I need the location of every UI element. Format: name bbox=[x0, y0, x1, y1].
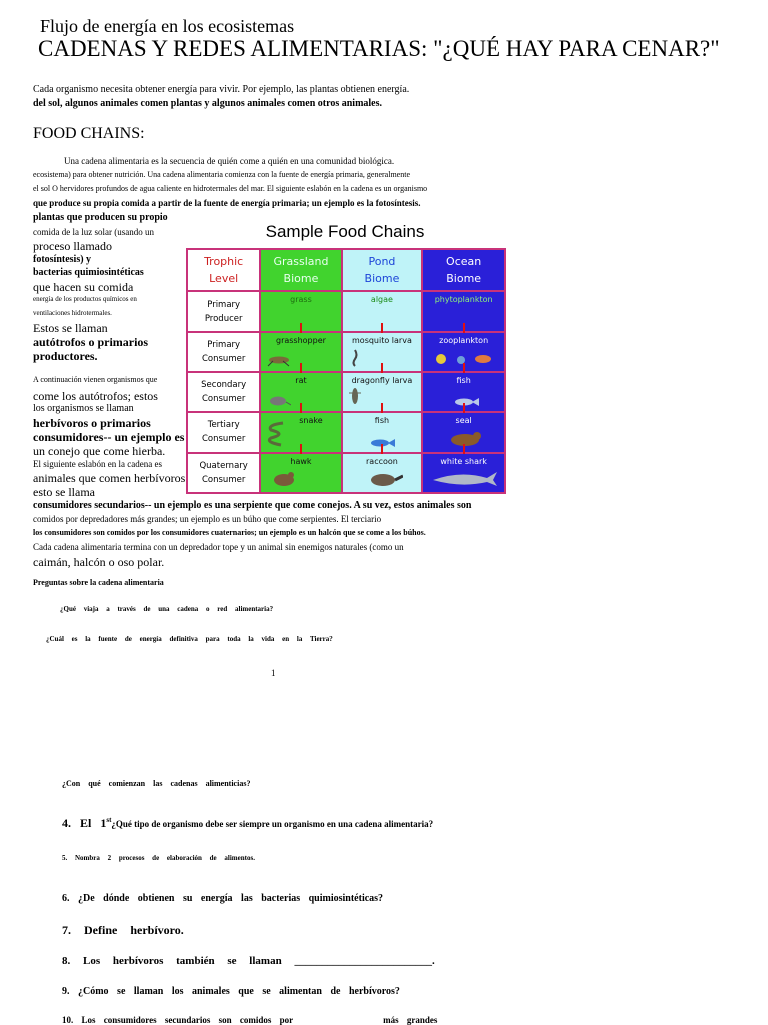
pond-cell: raccoon bbox=[342, 453, 423, 493]
table-row bbox=[187, 453, 505, 493]
paragraph-line: ventilaciones hidrotermales. bbox=[33, 309, 112, 317]
mosquito-larva-icon bbox=[349, 349, 361, 367]
paragraph-line: el sol O hervidores profundos de agua caliente en hidrotermales del mar. El siguiente eslabón en la cadena es un organismo bbox=[33, 184, 428, 193]
paragraph-line: que produce su propia comida a partir de la fuente de energía primaria; un ejemplo es la fotosíntesis. bbox=[33, 198, 421, 208]
header-grassland: Grassland Biome bbox=[260, 249, 341, 291]
question-5: 5. Nombra 2 procesos de elaboración de alimentos. bbox=[62, 854, 255, 862]
food-chain-table bbox=[186, 248, 506, 494]
figure-title: Sample Food Chains bbox=[265, 222, 425, 241]
paragraph-line: proceso llamado bbox=[33, 239, 112, 253]
table-row bbox=[187, 332, 505, 372]
paragraph-line: un conejo que come hierba. bbox=[33, 444, 166, 458]
ocean-cell: seal bbox=[422, 412, 505, 452]
food-chain-figure bbox=[184, 218, 506, 496]
paragraph-line: El siguiente eslabón en la cadena es bbox=[33, 459, 162, 469]
paragraph-line: los consumidores son comidos por los consumidores cuaternarios; un ejemplo es un halcón que se come a los búhos. bbox=[33, 528, 426, 537]
ocean-cell: fish bbox=[422, 372, 505, 412]
paragraph-line: Cada cadena alimentaria termina con un depredador tope y un animal sin enemigos naturales (como un bbox=[33, 542, 404, 552]
pond-cell: mosquito larva bbox=[342, 332, 423, 372]
header-ocean: Ocean Biome bbox=[422, 249, 505, 291]
paragraph-line: productores. bbox=[33, 349, 98, 363]
paragraph-line: animales que comen herbívoros bbox=[33, 471, 186, 485]
snake-icon bbox=[263, 420, 289, 448]
paragraph-line: Una cadena alimentaria es la secuencia de quién come a quién en una comunidad biológica. bbox=[64, 156, 395, 166]
header-pond: Pond Biome bbox=[342, 249, 423, 291]
paragraph-line: comida de la luz solar (usando un bbox=[33, 227, 154, 237]
paragraph-line: come los autótrofos; estos bbox=[33, 389, 158, 403]
question-9: 9. ¿Cómo se llaman los animales que se alimentan de herbívoros? bbox=[62, 986, 400, 997]
grasshopper-icon bbox=[265, 351, 293, 367]
intro-line-1: Cada organismo necesita obtener energía para vivir. Por ejemplo, las plantas obtienen energía. bbox=[33, 84, 410, 95]
table-header-row bbox=[187, 249, 505, 291]
paragraph-line: los organismos se llaman bbox=[33, 403, 134, 414]
dragonfly-larva-icon bbox=[347, 385, 363, 407]
intro-line-2: del sol, algunos animales comen plantas y algunos animales comen otros animales. bbox=[33, 98, 383, 109]
trophic-level-cell: Secondary Consumer bbox=[187, 372, 260, 412]
raccoon-icon bbox=[365, 470, 403, 488]
ocean-cell: zooplankton bbox=[422, 332, 505, 372]
pond-cell: dragonfly larva bbox=[342, 372, 423, 412]
pond-cell: fish bbox=[342, 412, 423, 452]
question-2: ¿Cuál es la fuente de energía definitiva para toda la vida en la Tierra? bbox=[46, 635, 333, 643]
shark-icon bbox=[431, 468, 497, 488]
trophic-level-cell: Tertiary Consumer bbox=[187, 412, 260, 452]
grassland-cell: grasshopper bbox=[260, 332, 341, 372]
question-8: 8. Los herbívoros también se llaman _________________________. bbox=[62, 955, 435, 967]
page-number: 1 bbox=[271, 668, 276, 678]
table-row bbox=[187, 291, 505, 331]
paragraph-line: herbívoros o primarios bbox=[33, 416, 151, 430]
question-3: ¿Con qué comienzan las cadenas alimenticias? bbox=[62, 779, 251, 788]
paragraph-line: consumidores secundarios-- un ejemplo es una serpiente que come conejos. A su vez, estos animales son bbox=[33, 500, 472, 511]
paragraph-line: comidos por depredadores más grandes; un ejemplo es un búho que come serpientes. El terciario bbox=[33, 514, 382, 524]
paragraph-line: bacterias quimiosintéticas bbox=[33, 267, 144, 278]
question-1: ¿Qué viaja a través de una cadena o red alimentaria? bbox=[60, 605, 274, 613]
header-trophic-level: Trophic Level bbox=[187, 249, 260, 291]
document-title: CADENAS Y REDES ALIMENTARIAS: "¿QUÉ HAY PARA CENAR?" bbox=[38, 36, 720, 61]
ocean-cell: phytoplankton bbox=[422, 291, 505, 331]
question-7: 7. Define herbívoro. bbox=[62, 923, 184, 937]
rat-icon bbox=[267, 393, 291, 407]
questions-heading: Preguntas sobre la cadena alimentaria bbox=[33, 578, 164, 587]
paragraph-line: energía de los productos químicos en bbox=[33, 295, 137, 303]
trophic-level-cell: Quaternary Consumer bbox=[187, 453, 260, 493]
fish-icon bbox=[453, 397, 479, 407]
grassland-cell: rat bbox=[260, 372, 341, 412]
question-6: 6. ¿De dónde obtienen su energía las bacterias quimiosintéticas? bbox=[62, 893, 384, 904]
answer-blank[interactable]: _________________________. bbox=[294, 955, 435, 967]
table-row bbox=[187, 372, 505, 412]
paragraph-line: consumidores-- un ejemplo es bbox=[33, 430, 185, 444]
paragraph-line: autótrofos o primarios bbox=[33, 335, 149, 349]
question-10: 10. Los consumidores secundarios son comidos por más grandes bbox=[62, 1015, 438, 1025]
seal-icon bbox=[449, 430, 483, 448]
pond-cell: algae bbox=[342, 291, 423, 331]
paragraph-line: fotosíntesis) y bbox=[33, 254, 92, 265]
grassland-cell: grass bbox=[260, 291, 341, 331]
trophic-level-cell: Primary Consumer bbox=[187, 332, 260, 372]
hawk-icon bbox=[269, 468, 299, 488]
ocean-cell: white shark bbox=[422, 453, 505, 493]
paragraph-line: que hacen su comida bbox=[33, 280, 134, 294]
paragraph-line: ecosistema) para obtener nutrición. Una cadena alimentaria comienza con la fuente de energía primaria, generalmente bbox=[33, 170, 410, 179]
paragraph-line: A continuación vienen organismos que bbox=[33, 375, 158, 384]
paragraph-line: Estos se llaman bbox=[33, 321, 108, 335]
paragraph-line: caimán, halcón o oso polar. bbox=[33, 555, 165, 569]
trophic-level-cell: Primary Producer bbox=[187, 291, 260, 331]
question-4: 4. El 1st¿Qué tipo de organismo debe ser siempre un organismo en una cadena alimentaria? bbox=[62, 816, 434, 830]
table-row bbox=[187, 412, 505, 452]
paragraph-line: esto se llama bbox=[33, 485, 95, 499]
grassland-cell: hawk bbox=[260, 453, 341, 493]
grassland-cell: snake bbox=[260, 412, 341, 452]
document-subtitle: Flujo de energía en los ecosistemas bbox=[40, 16, 295, 36]
section-heading: FOOD CHAINS: bbox=[33, 125, 145, 142]
paragraph-line: plantas que producen su propio bbox=[33, 212, 168, 223]
